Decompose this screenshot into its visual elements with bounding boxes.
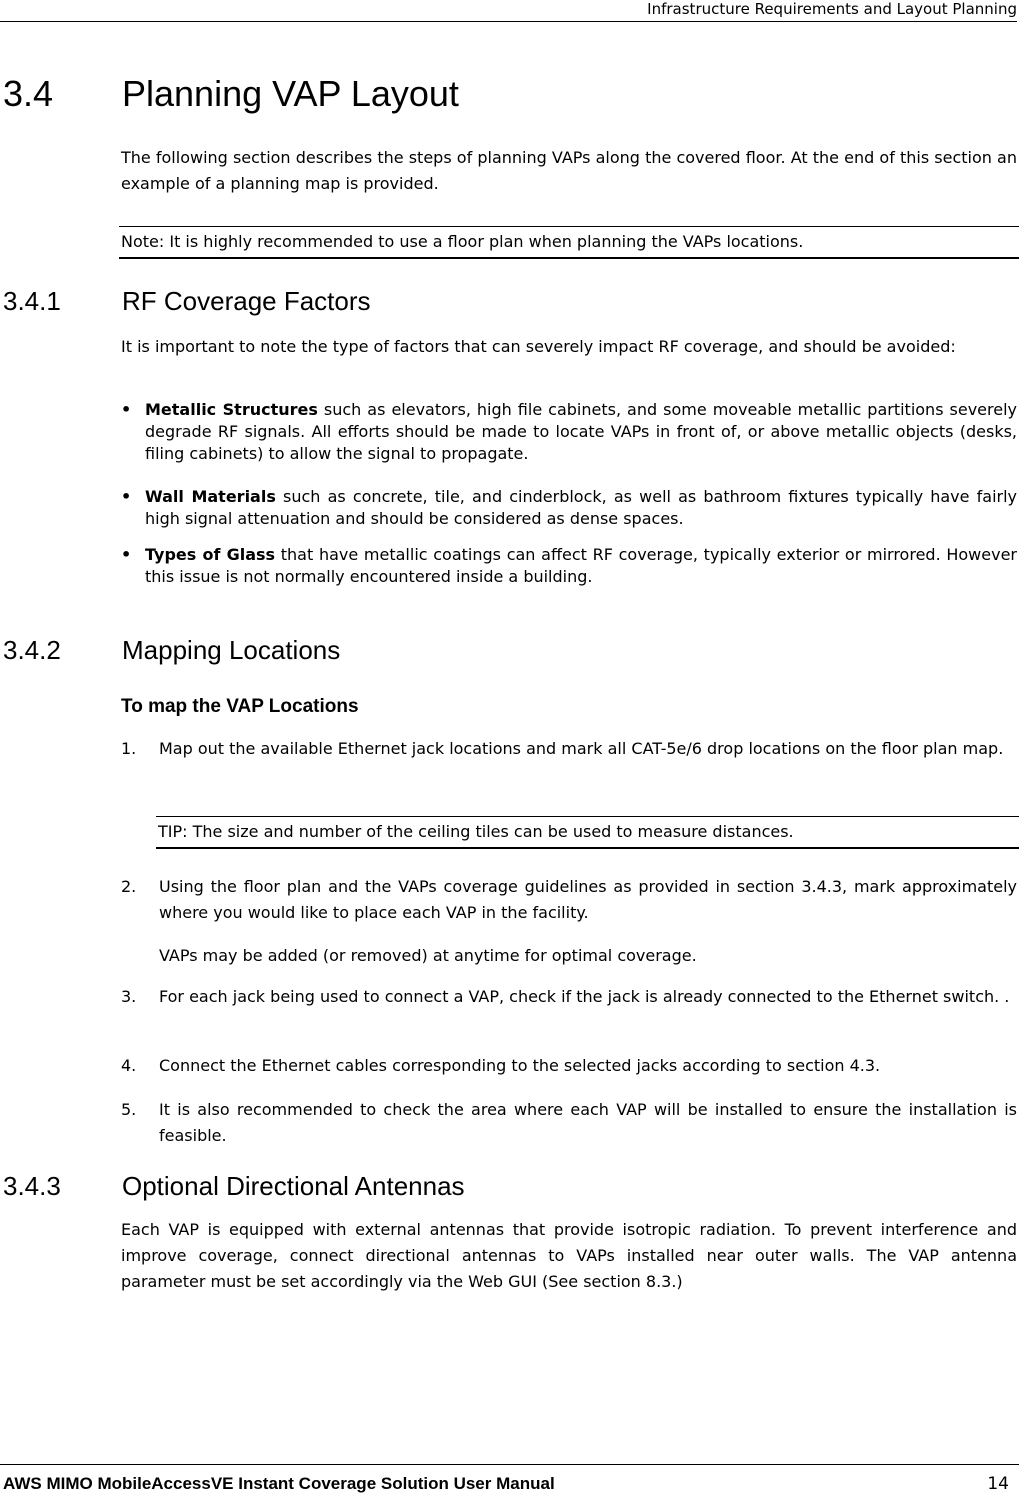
running-title: Infrastructure Requirements and Layout Planning (647, 0, 1017, 18)
subsection-title: RF Coverage Factors (122, 286, 371, 316)
running-header (0, 0, 1017, 22)
step-number: 5. (121, 1100, 137, 1119)
tip-text: The size and number of the ceiling tiles can be used to measure distances. (187, 822, 794, 841)
bullet-item (121, 544, 1017, 588)
subsection-heading-3-4-3 (3, 1171, 465, 1201)
step-number: 4. (121, 1056, 137, 1075)
footer-title: AWS MIMO MobileAccessVE Instant Coverage Solution User Manual (3, 1474, 555, 1493)
step-note: VAPs may be added (or removed) at anytime for optimal coverage. (159, 946, 697, 965)
step-number: 2. (121, 877, 137, 896)
bullet-term: Metallic Structures (145, 400, 318, 419)
subsection-heading-3-4-1 (3, 286, 371, 316)
step-item (121, 736, 1017, 762)
note-box (119, 226, 1019, 259)
tip-box (156, 816, 1019, 849)
bullet-term: Types of Glass (145, 545, 276, 564)
step-item (121, 1097, 1017, 1149)
subsection-heading-3-4-2 (3, 635, 340, 665)
step-text: It is also recommended to check the area where each VAP will be installed to ensure the installation is feasible. (159, 1100, 1017, 1145)
bullet-icon: • (121, 487, 132, 506)
section-title: Planning VAP Layout (122, 73, 459, 114)
intro-paragraph: The following section describes the steps of planning VAPs along the covered floor. At the end of this section an example of a planning map is provided. (121, 148, 1017, 193)
bullet-text: such as concrete, tile, and cinderblock, as well as bathroom fixtures typically have fairly high signal attenuation and should be considered as dense spaces. (145, 487, 1018, 528)
section-number: 3.4 (3, 73, 54, 114)
subsection-title: Mapping Locations (122, 635, 341, 665)
step-text: Map out the available Ethernet jack locations and mark all CAT-5e/6 drop locations on the floor plan map. (159, 739, 1004, 758)
step-text: For each jack being used to connect a VAP, check if the jack is already connected to the Ethernet switch. . (159, 987, 1010, 1006)
bullet-text: such as elevators, high file cabinets, and some moveable metallic partitions severely degrade RF signals. All efforts should be made to locate VAPs in front of, or above metallic objects (desks, filing cabinets) to allow the signal to propagate. (145, 400, 1018, 463)
subsection-number: 3.4.1 (3, 286, 61, 316)
note-label: Note: (121, 232, 165, 251)
bullet-term: Wall Materials (145, 487, 276, 506)
tip-label: TIP: (158, 822, 188, 841)
bullet-item (121, 486, 1017, 530)
page-number: 14 (987, 1474, 1009, 1494)
subsection-title: Optional Directional Antennas (122, 1171, 465, 1201)
note-text: It is highly recommended to use a floor plan when planning the VAPs locations. (164, 232, 804, 251)
antennas-paragraph: Each VAP is equipped with external antennas that provide isotropic radiation. To prevent interference and improve coverage, connect directional antennas to VAPs installed near outer walls. The VAP antenna parameter must be set accordingly via the Web GUI (See section 8.3.) (121, 1220, 1017, 1291)
section-heading (3, 74, 459, 114)
bullet-icon: • (121, 545, 132, 564)
step-number: 3. (121, 987, 137, 1006)
step-item (121, 984, 1017, 1010)
step-item (121, 1053, 1017, 1079)
page-footer (0, 1464, 1019, 1494)
step-text: Connect the Ethernet cables corresponding to the selected jacks according to section 4.3. (159, 1056, 881, 1075)
bullet-item (121, 399, 1017, 465)
bullet-icon: • (121, 400, 132, 419)
step-text: Using the floor plan and the VAPs coverage guidelines as provided in section 3.4.3, mark approximately where you would like to place each VAP in the facility. (159, 877, 1017, 922)
procedure-title: To map the VAP Locations (121, 696, 359, 717)
subsection-number: 3.4.3 (3, 1171, 61, 1201)
subsection-number: 3.4.2 (3, 635, 61, 665)
bullet-text: that have metallic coatings can affect RF coverage, typically exterior or mirrored. However this issue is not normally encountered inside a building. (145, 545, 1017, 586)
rf-intro-paragraph: It is important to note the type of factors that can severely impact RF coverage, and should be avoided: (121, 337, 956, 356)
step-number: 1. (121, 739, 137, 758)
step-item (121, 874, 1017, 926)
